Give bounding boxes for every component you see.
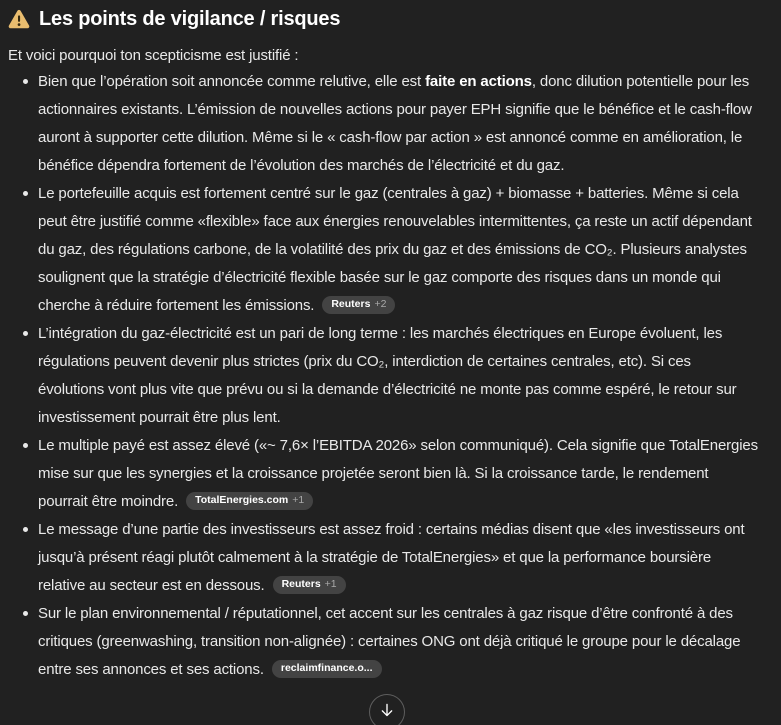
risk-list: [8, 68, 760, 684]
risk-text: Le portefeuille acquis est fortement centré sur le gaz (centrales à gaz) + biomasse + batteries. Même si cela peut être justifié comme «flexible» face aux énergies renouvelables intermittentes, ça reste un actif dépendant du gaz, des régulations carbone, de la volatilité des prix du gaz et des émissions de CO₂. Plusieurs analystes soulignent que la stratégie d’électricité flexible basée sur le gaz comporte des risques dans un monde qui cherche à réduire fortement les émissions.: [38, 185, 752, 314]
citation-chip-reclaimfinance[interactable]: [272, 660, 382, 678]
citation-source-label: Reuters: [331, 298, 371, 311]
citation-count-badge: +1: [324, 578, 337, 591]
risk-item-dilution: [38, 68, 760, 180]
citation-source-label: TotalEnergies.com: [195, 494, 289, 507]
risk-text: Sur le plan environnemental / réputationnel, cet accent sur les centrales à gaz risque d’être confronté à des critiques (greenwashing, transition non-alignée) : certaines ONG ont déjà critiqué le groupe pour le décalage entre ses annonces et ses actions.: [38, 605, 741, 678]
risk-text: Le message d’une partie des investisseurs est assez froid : certains médias disent que «les investisseurs ont jusqu’à présent réagi plutôt calmement à la stratégie de TotalEnergies» et que la performance boursière relative au secteur est en dessous.: [38, 521, 745, 594]
citation-chip-reuters-2[interactable]: [273, 576, 346, 594]
risk-item-gas-portfolio: [38, 180, 760, 320]
risk-text: , donc dilution potentielle pour les actionnaires existants. L’émission de nouvelles actions pour payer EPH signifie que le bénéfice et le cash-flow auront à supporter cette dilution. Même si le « cash-flow par action » est annoncé comme en amélioration, le bénéfice dépendra fortement de l’évolution des marchés de l’électricité et du gaz.: [38, 73, 752, 174]
risk-item-environmental: [38, 600, 760, 684]
page-title: Les points de vigilance / risques: [39, 7, 341, 30]
warning-icon: [8, 9, 30, 29]
arrow-down-icon: [378, 701, 396, 723]
scroll-to-bottom-button[interactable]: [369, 694, 405, 725]
risk-text: Le multiple payé est assez élevé («~ 7,6× l’EBITDA 2026» selon communiqué). Cela signifie que TotalEnergies mise sur que les synergies et la croissance projetée seront bien là. Si la croissance tarde, le rendement pourrait être moindre.: [38, 437, 758, 510]
section-header: [8, 6, 760, 32]
risk-text: L’intégration du gaz-électricité est un pari de long terme : les marchés électriques en Europe évoluent, les régulations peuvent devenir plus strictes (prix du CO₂, interdiction de certaines centrales, etc). Si ces évolutions vont plus vite que prévu ou si la demande d’électricité ne monte pas comme espéré, le retour sur investissement pourrait être plus lent.: [38, 325, 737, 426]
citation-chip-reuters[interactable]: [322, 296, 395, 314]
risk-text: Bien que l’opération soit annoncée comme relutive, elle est: [38, 73, 426, 90]
intro-text: Et voici pourquoi ton scepticisme est justifié :: [8, 47, 299, 64]
citation-source-label: reclaimfinance.o...: [280, 662, 373, 675]
risk-item-multiple-paid: [38, 432, 760, 516]
citation-source-label: Reuters: [281, 578, 321, 591]
risk-item-investor-reaction: [38, 516, 760, 600]
risk-text-bold: faite en actions: [425, 73, 532, 90]
citation-count-badge: +1: [292, 494, 305, 507]
citation-chip-totalenergies[interactable]: [186, 492, 313, 510]
citation-count-badge: +2: [374, 298, 387, 311]
risk-item-long-term-bet: [38, 320, 760, 432]
